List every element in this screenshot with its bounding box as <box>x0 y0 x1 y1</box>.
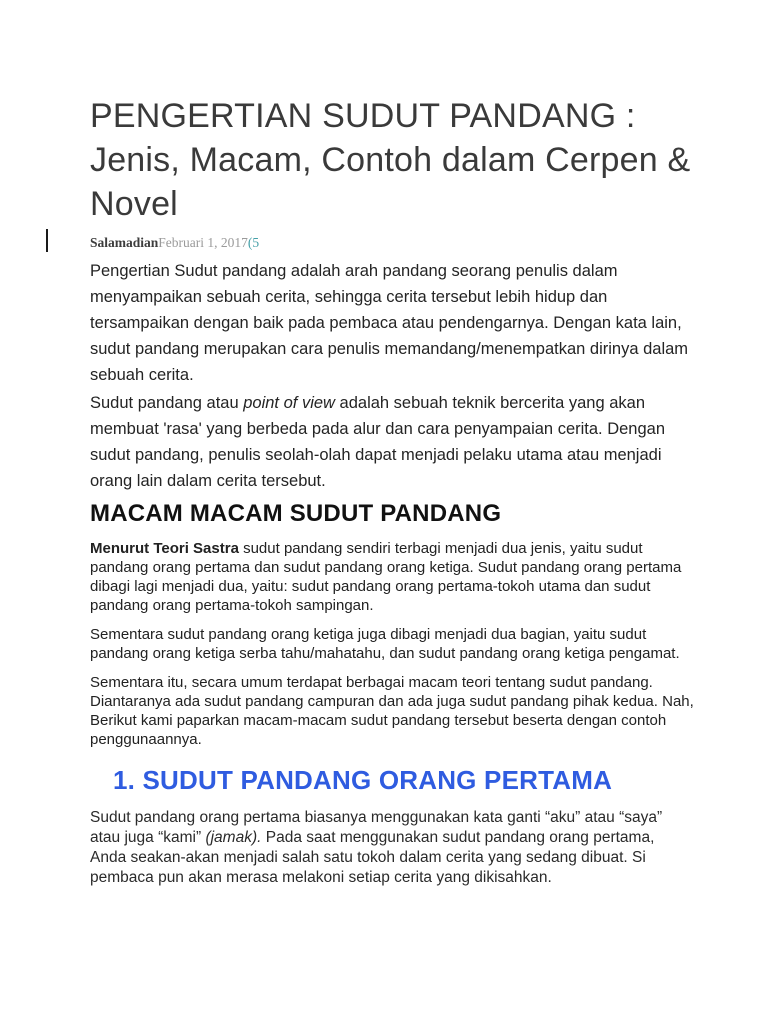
paragraph-teori-umum: Sementara itu, secara umum terdapat berbagai macam teori tentang sudut pandang. Diantaranya ada sudut pandang campuran dan ada juga sudut pandang pihak kedua. Nah, Berikut kami paparkan macam-macam sudut pandang tersebut beserta dengan contoh penggunaannya. <box>90 674 694 748</box>
paragraph-intro-2-post: adalah sebuah teknik bercerita yang akan membuat 'rasa' yang berbeda pada alur dan cara penyampaian cerita. Dengan sudut pandang, penulis seolah-olah dapat menjadi pelaku utama atau menjadi orang lain dalam cerita tersebut. <box>90 394 666 490</box>
byline-date: Februari 1, 2017 <box>158 235 248 250</box>
paragraph-orang-pertama-pre: Sudut pandang orang pertama biasanya menggunakan kata ganti “aku” atau “saya” atau juga “kami” <box>90 809 663 846</box>
paragraph-teori-sastra <box>90 539 694 615</box>
section-heading-macam-macam: MACAM MACAM SUDUT PANDANG <box>90 500 502 527</box>
subsection-heading-orang-pertama: 1. SUDUT PANDANG ORANG PERTAMA <box>113 765 613 795</box>
paragraph-teori-sastra-bold: Menurut Teori Sastra <box>90 540 239 557</box>
byline <box>90 234 694 252</box>
paragraph-orang-pertama-post: Pada saat menggunakan sudut pandang orang pertama, Anda seakan-akan menjadi salah satu tokoh dalam cerita yang sedang dibuat. Si pembaca pun akan merasa melakoni setiap cerita yang dikisahkan. <box>90 829 655 886</box>
paragraph-intro-2 <box>90 390 694 494</box>
article-title: PENGERTIAN SUDUT PANDANG : Jenis, Macam, Contoh dalam Cerpen & Novel <box>90 97 691 223</box>
paragraph-teori-sastra-rest: sudut pandang sendiri terbagi menjadi dua jenis, yaitu sudut pandang orang pertama dan sudut pandang orang ketiga. Sudut pandang orang pertama dibagi lagi menjadi dua, yaitu: sudut pandang orang pertama-tokoh utama dan sudut pandang orang pertama-tokoh sampingan. <box>90 540 682 614</box>
comment-count-indicator: (5 <box>247 235 260 250</box>
paragraph-intro-2-pre: Sudut pandang atau <box>90 394 244 412</box>
paragraph-intro-2-italic: point of view <box>243 394 335 412</box>
paragraph-intro-1: Pengertian Sudut pandang adalah arah pandang seorang penulis dalam menyampaikan sebuah cerita, sehingga cerita tersebut lebih hidup dan tersampaikan dengan baik pada pembaca atau pendengarnya. Dengan kata lain, sudut pandang merupakan cara penulis memandang/menempatkan dirinya dalam sebuah cerita. <box>90 262 689 384</box>
article <box>90 94 694 888</box>
paragraph-orang-pertama <box>90 808 694 888</box>
paragraph-orang-ketiga: Sementara sudut pandang orang ketiga juga dibagi menjadi dua bagian, yaitu sudut pandang orang ketiga serba tahu/mahatahu, dan sudut pandang orang ketiga pengamat. <box>90 626 680 662</box>
byline-author: Salamadian <box>90 235 159 250</box>
paragraph-orang-pertama-italic: (jamak). <box>205 829 262 846</box>
text-cursor-mark <box>46 229 48 252</box>
